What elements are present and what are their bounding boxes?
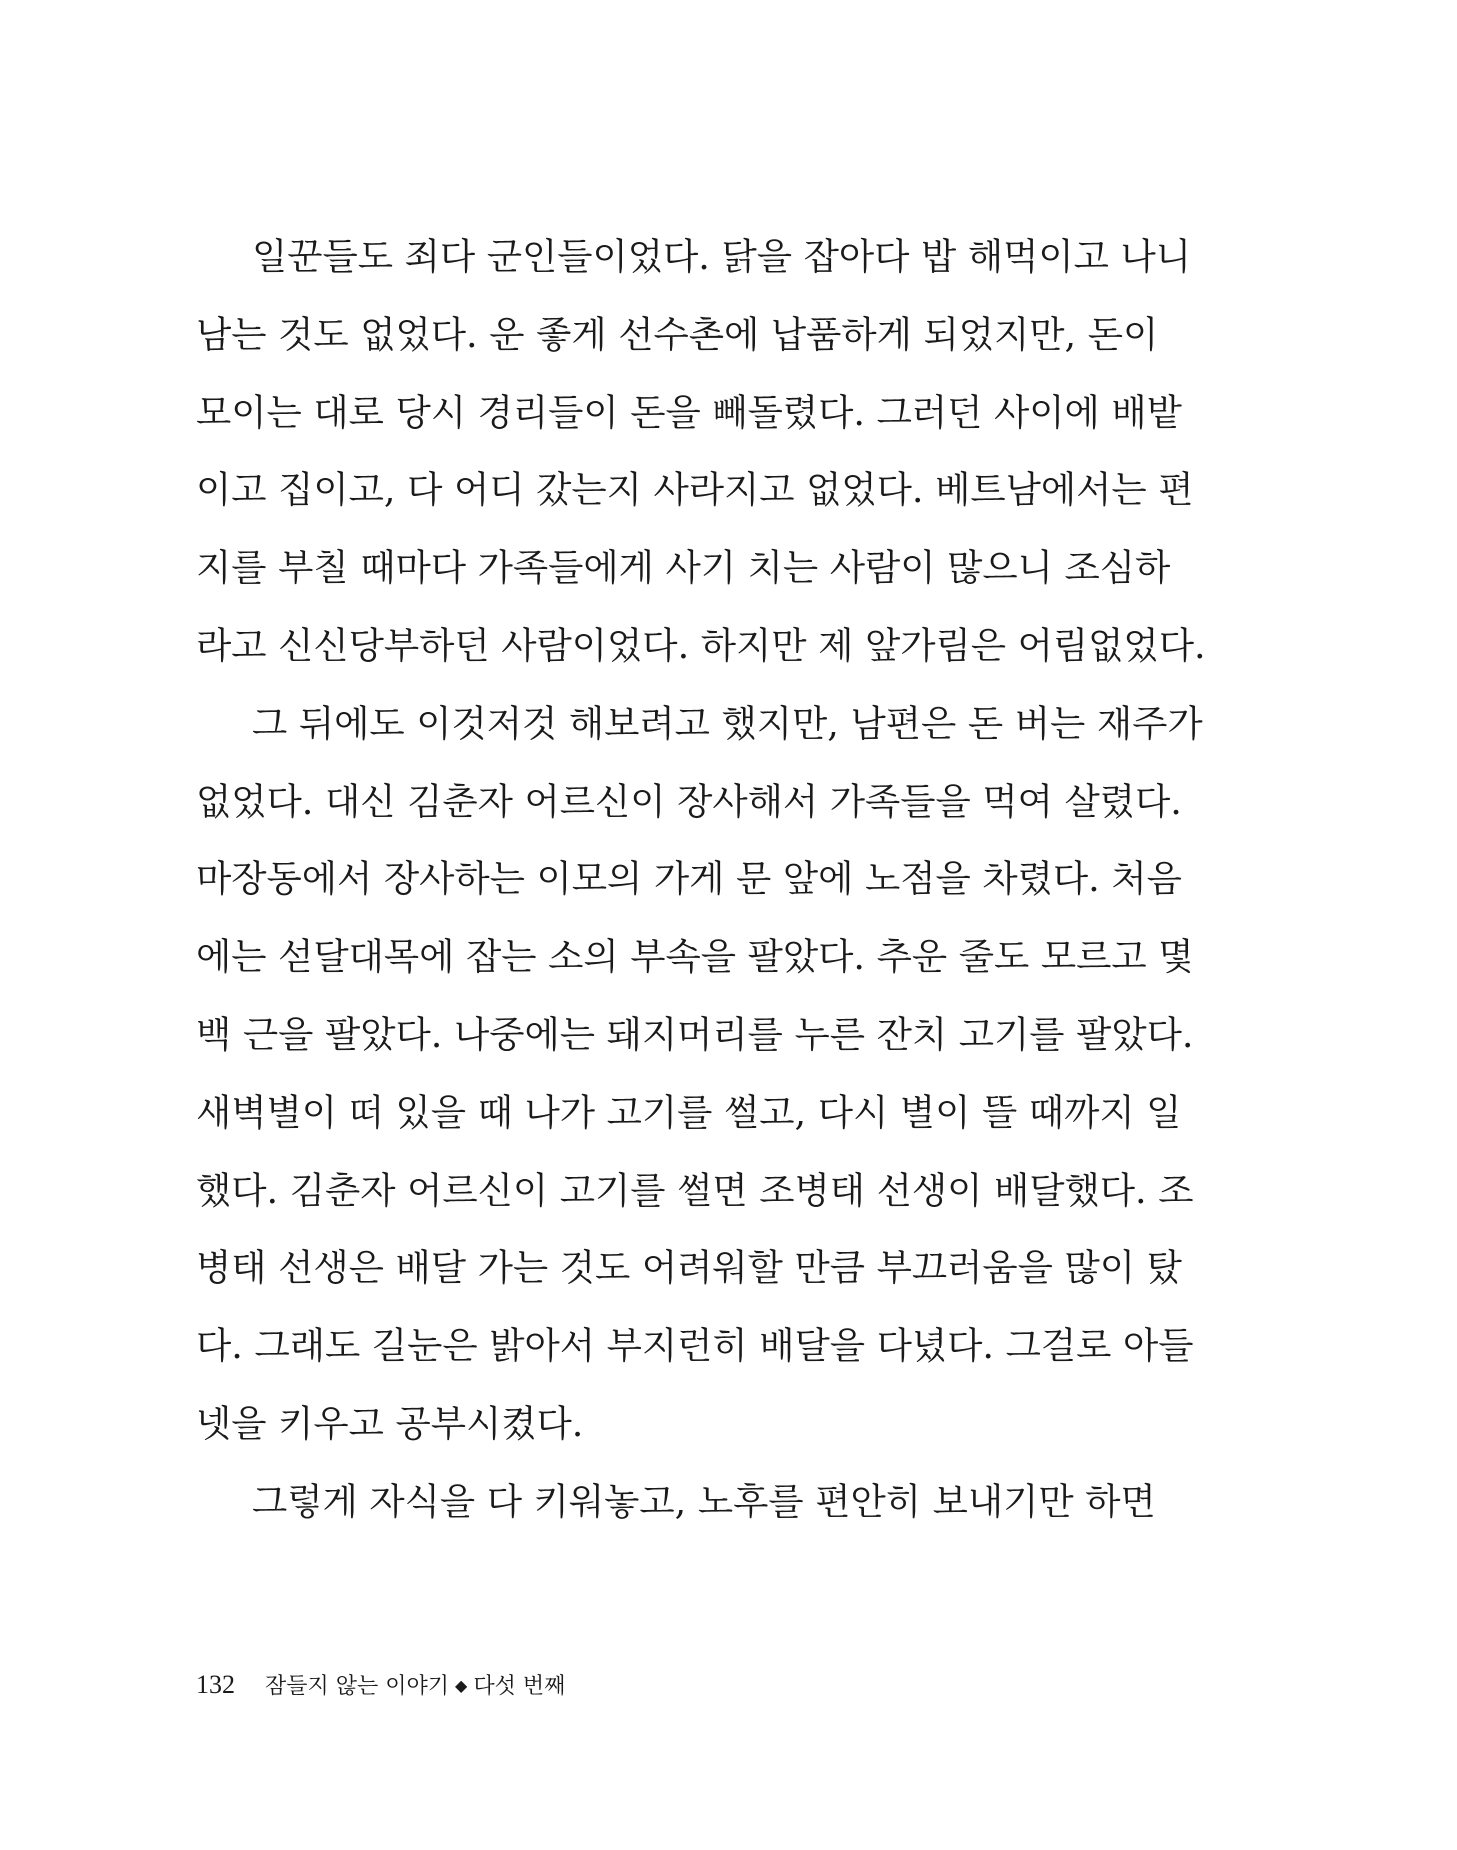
text-line: 백 근을 팔았다. 나중에는 돼지머리를 누른 잔치 고기를 팔았다. xyxy=(196,1012,1194,1056)
text-line: 했다. 김춘자 어르신이 고기를 썰면 조병태 선생이 배달했다. 조 xyxy=(196,1168,1194,1212)
page-number: 132 xyxy=(196,1670,235,1699)
page-footer xyxy=(196,1668,565,1704)
text-line: 에는 섣달대목에 잡는 소의 부속을 팔았다. 추운 줄도 모르고 몇 xyxy=(196,935,1194,979)
text-line: 모이는 대로 당시 경리들이 돈을 빼돌렸다. 그러던 사이에 배밭 xyxy=(196,390,1182,434)
diamond-icon: ◆ xyxy=(455,1676,468,1695)
text-line: 마장동에서 장사하는 이모의 가게 문 앞에 노점을 차렸다. 처음 xyxy=(196,857,1182,901)
text-line: 지를 부칠 때마다 가족들에게 사기 치는 사람이 많으니 조심하 xyxy=(196,546,1171,590)
body-text xyxy=(196,218,1206,1541)
book-title: 잠들지 않는 이야기 xyxy=(265,1674,450,1699)
text-line: 그렇게 자식을 다 키워놓고, 노후를 편안히 보내기만 하면 xyxy=(252,1479,1156,1523)
text-line: 라고 신신당부하던 사람이었다. 하지만 제 앞가림은 어림없었다. xyxy=(196,623,1206,667)
text-line: 일꾼들도 죄다 군인들이었다. 닭을 잡아다 밥 해먹이고 나니 xyxy=(252,235,1192,278)
text-line: 남는 것도 없었다. 운 좋게 선수촌에 납품하게 되었지만, 돈이 xyxy=(196,312,1159,356)
text-line: 넷을 키우고 공부시켰다. xyxy=(196,1401,584,1445)
text-line: 없었다. 대신 김춘자 어르신이 장사해서 가족들을 먹여 살렸다. xyxy=(196,779,1182,823)
text-line: 병태 선생은 배달 가는 것도 어려워할 만큼 부끄러움을 많이 탔 xyxy=(196,1246,1182,1290)
text-line: 다. 그래도 길눈은 밝아서 부지런히 배달을 다녔다. 그걸로 아들 xyxy=(196,1324,1194,1368)
text-line: 그 뒤에도 이것저것 해보려고 했지만, 남편은 돈 버는 재주가 xyxy=(252,701,1203,745)
text-line: 새벽별이 떠 있을 때 나가 고기를 썰고, 다시 별이 뜰 때까지 일 xyxy=(196,1090,1182,1134)
text-line: 이고 집이고, 다 어디 갔는지 사라지고 없었다. 베트남에서는 편 xyxy=(196,468,1194,512)
volume-label: 다섯 번째 xyxy=(473,1674,566,1699)
